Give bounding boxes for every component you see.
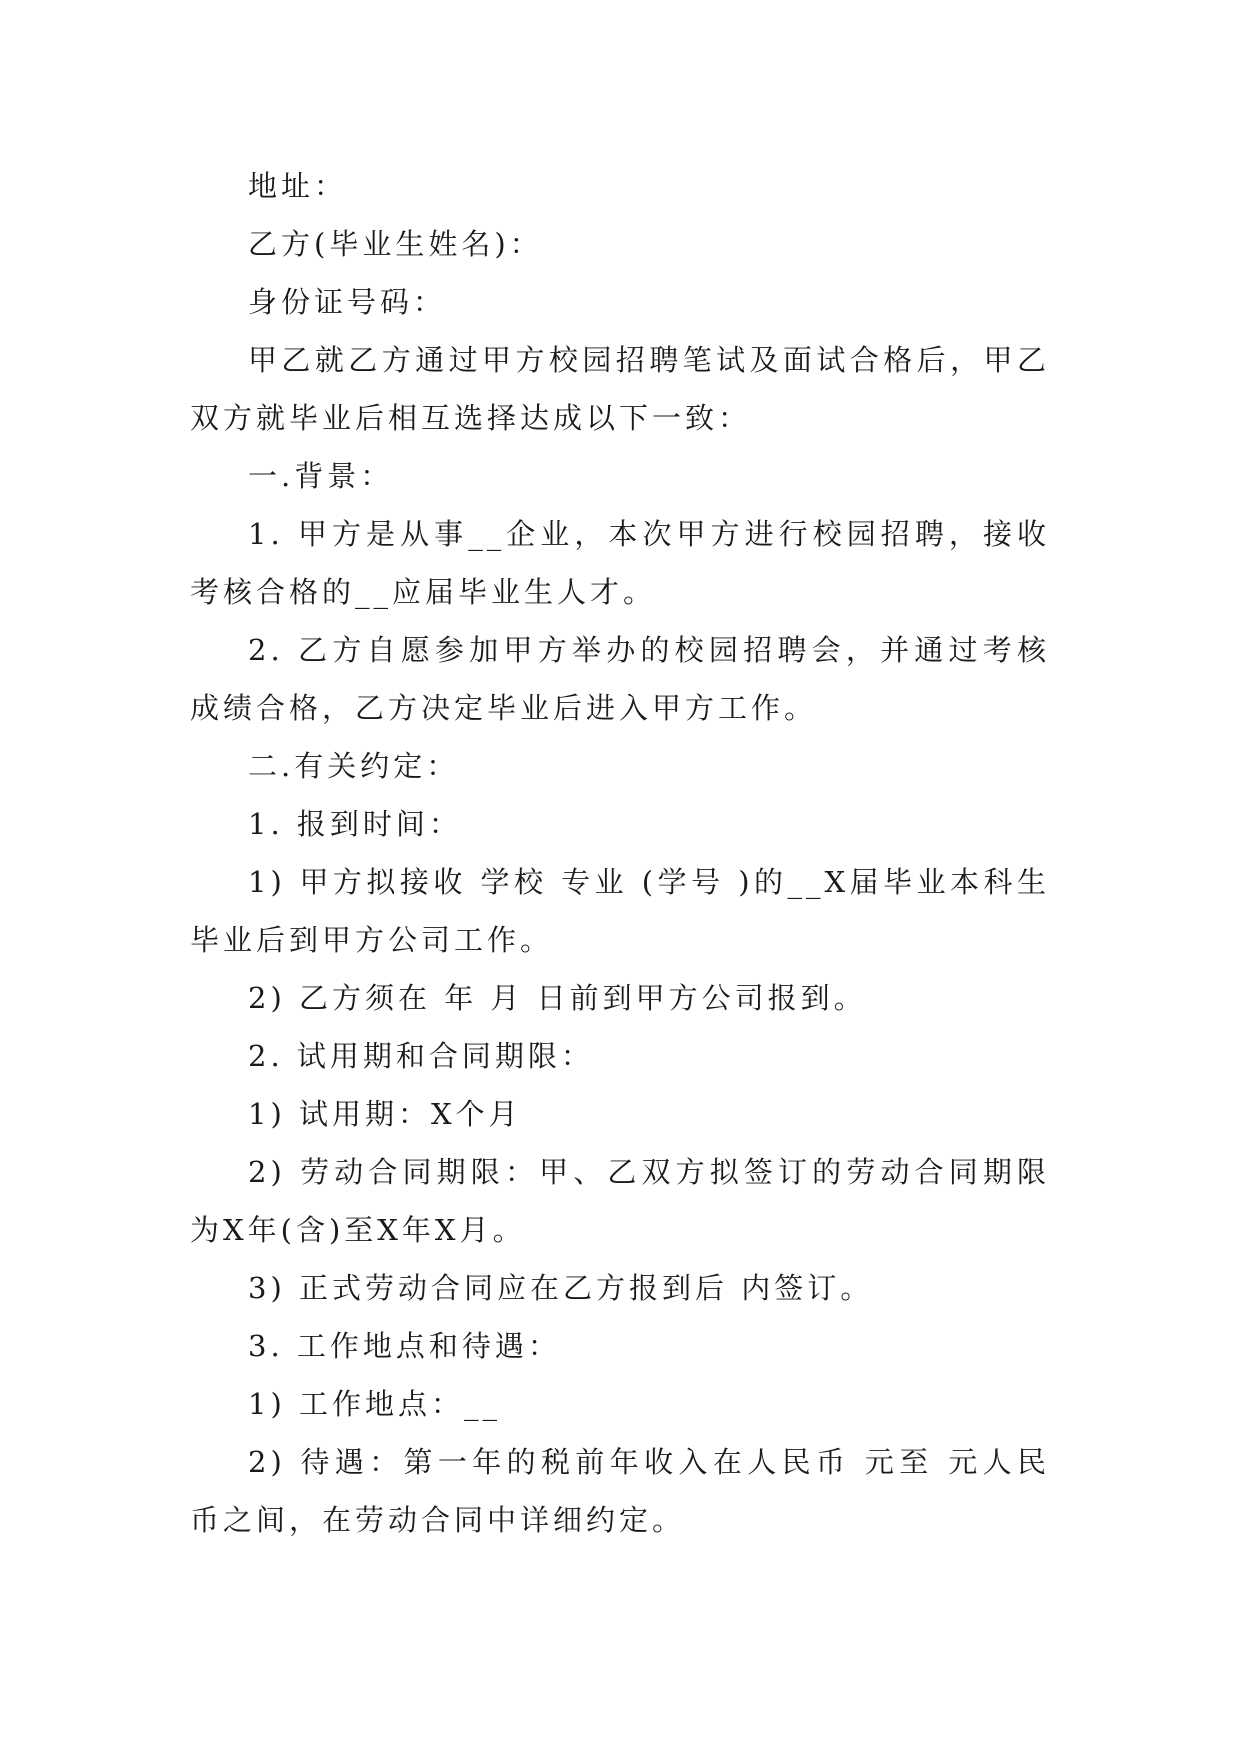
paragraph-work-location: 1) 工作地点：__ [248, 1387, 501, 1421]
paragraph-contract-signing: 3) 正式劳动合同应在乙方报到后 内签订。 [248, 1271, 874, 1305]
paragraph-probation: 1) 试用期：X个月 [248, 1097, 522, 1131]
paragraph-background-1: 1. 甲方是从事__企业，本次甲方进行校园招聘，接收考核合格的__应届毕业生人才。 [190, 517, 1050, 609]
paragraph-report-time-1: 1) 甲方拟接收 学校 专业 (学号 )的__X届毕业本科生 毕业后到甲方公司工作。 [190, 865, 1064, 957]
paragraph-preamble: 甲乙就乙方通过甲方校园招聘笔试及面试合格后，甲乙双方就毕业后相互选择达成以下一致： [190, 343, 1050, 435]
paragraph-salary: 2) 待遇：第一年的税前年收入在人民币 元至 元人民币之间，在劳动合同中详细约定。 [190, 1445, 1050, 1537]
section-heading-background: 一.背景： [248, 459, 394, 493]
paragraph-party-b-name-label: 乙方(毕业生姓名)： [248, 227, 543, 261]
subheading-probation-term: 2. 试用期和合同期限： [248, 1039, 594, 1073]
paragraph-report-time-2: 2) 乙方须在 年 月 日前到甲方公司报到。 [248, 981, 867, 1015]
paragraph-contract-term: 2) 劳动合同期限：甲、乙双方拟签订的劳动合同期限为X年(含)至X年X月。 [190, 1155, 1050, 1247]
subheading-location-pay: 3. 工作地点和待遇： [248, 1329, 561, 1363]
subheading-report-time: 1. 报到时间： [248, 807, 462, 841]
section-heading-agreements: 二.有关约定： [248, 749, 460, 783]
paragraph-background-2: 2. 乙方自愿参加甲方举办的校园招聘会，并通过考核成绩合格，乙方决定毕业后进入甲方工作。 [190, 633, 1050, 725]
paragraph-id-number-label: 身份证号码： [248, 285, 447, 319]
document-body [190, 157, 1064, 1549]
paragraph-address-label: 地址： [248, 169, 348, 203]
